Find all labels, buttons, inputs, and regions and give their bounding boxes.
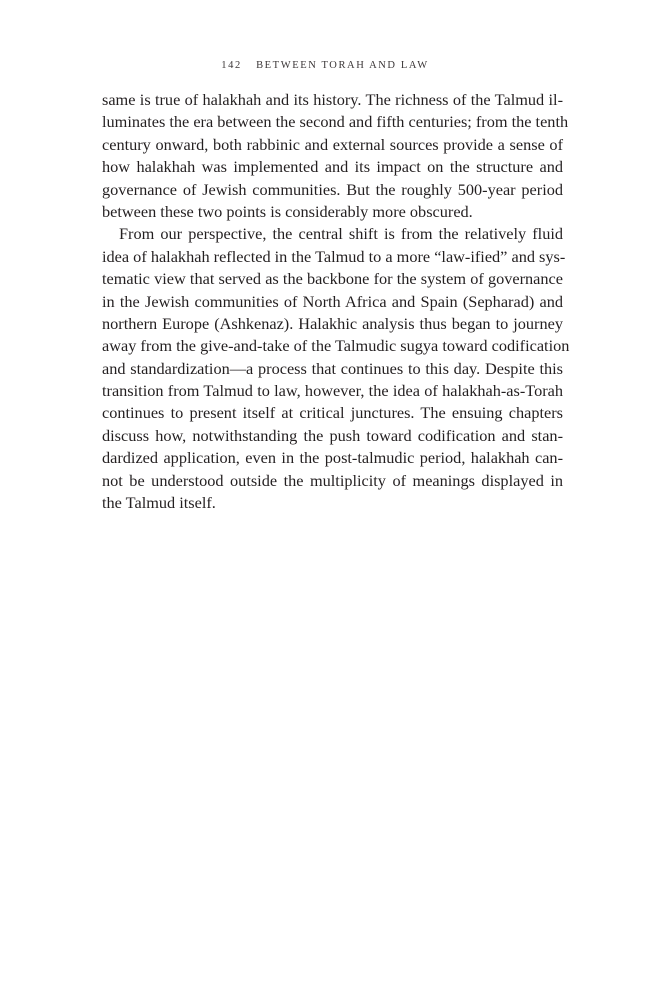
text-line: discuss how, notwithstanding the push toward codification and stan-	[102, 425, 563, 445]
text-line: not be understood outside the multiplicity of meanings displayed in	[102, 470, 563, 490]
text-line: governance of Jewish communities. But the roughly 500-year period	[102, 179, 563, 199]
text-line: the Talmud itself.	[102, 493, 216, 513]
text-line: idea of halakhah reflected in the Talmud to a more “law-ified” and sys-	[102, 246, 566, 266]
paragraph-1	[102, 89, 569, 223]
body-text	[102, 89, 570, 514]
text-line: same is true of halakhah and its history. The richness of the Talmud il-	[102, 90, 563, 109]
running-title: BETWEEN TORAH AND LAW	[256, 60, 429, 71]
text-line: and standardization—a process that continues to this day. Despite this	[102, 358, 563, 378]
text-line: tematic view that served as the backbone for the system of governance	[102, 269, 563, 289]
running-head	[0, 60, 650, 71]
text-line: transition from Talmud to law, however, the idea of halakhah-as-Torah	[102, 381, 563, 401]
paragraph-2	[102, 223, 570, 514]
text-line: century onward, both rabbinic and external sources provide a sense of	[102, 134, 563, 154]
text-line: continues to present itself at critical junctures. The ensuing chapters	[102, 403, 563, 423]
text-line: in the Jewish communities of North Africa and Spain (Sepharad) and	[102, 291, 563, 311]
text-line: how halakhah was implemented and its impact on the structure and	[102, 157, 563, 177]
page-number: 142	[221, 60, 242, 71]
text-line: away from the give-and-take of the Talmudic sugya toward codification	[102, 336, 570, 356]
text-line: between these two points is considerably more obscured.	[102, 201, 473, 221]
text-line: dardized application, even in the post-talmudic period, halakhah can-	[102, 448, 563, 468]
text-line: luminates the era between the second and fifth centuries; from the tenth	[102, 112, 569, 132]
text-line: northern Europe (Ashkenaz). Halakhic analysis thus began to journey	[102, 313, 563, 333]
text-line: From our perspective, the central shift is from the relatively fluid	[119, 224, 563, 244]
